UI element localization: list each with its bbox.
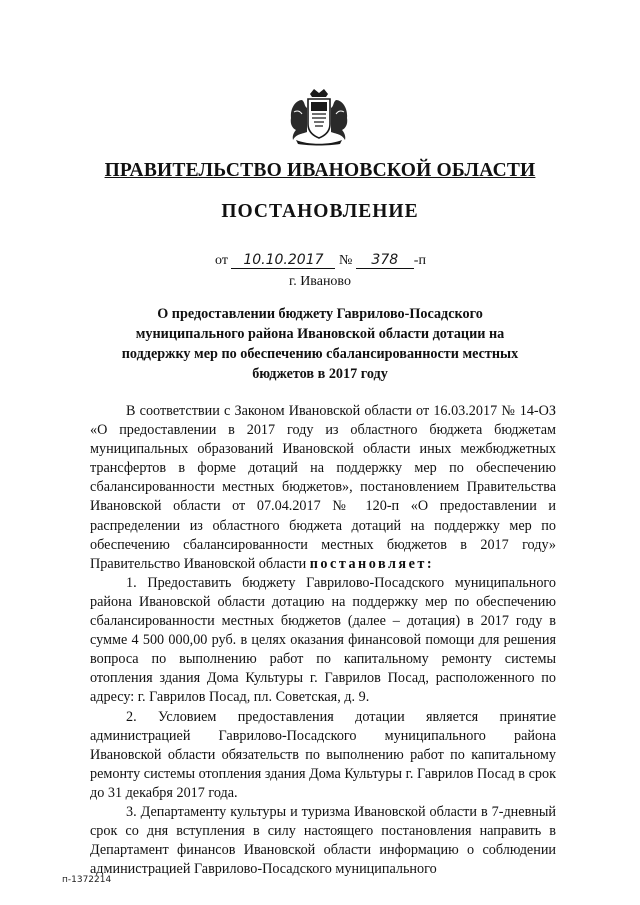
document-body (90, 402, 556, 879)
coat-of-arms-icon (288, 88, 350, 146)
decree-word: постановляет: (309, 555, 435, 572)
government-title: ПРАВИТЕЛЬСТВО ИВАНОВСКОЙ ОБЛАСТИ (104, 160, 536, 181)
date-prefix: от (215, 253, 228, 268)
number-suffix: -п (413, 253, 426, 268)
date-number-line (215, 253, 426, 269)
document-number: 378 (356, 253, 414, 269)
document-subject: О предоставлении бюджету Гаврилово-Посадского муниципального района Ивановской области дотации на поддержку мер по обеспечению сбалансированности местных бюджетов в 2017 году (121, 306, 519, 382)
preamble-paragraph (90, 402, 556, 574)
document-type-heading: ПОСТАНОВЛЕНИЕ (221, 201, 419, 222)
list-item: 3. Департаменту культуры и туризма Ивановской области в 7-дневный срок со дня вступления в силу настоящего постановления направить в Департамент финансов Ивановской области информацию о соблюдении администрацией Гаврилово-Посадского муниципального (90, 803, 556, 878)
number-sign: № (338, 253, 353, 268)
list-item: 2. Условием предоставления дотации является принятие администрацией Гаврилово-Посадского муниципального района Ивановской области обязательств по выполнению работ по капитальному ремонту системы отопления здания Дома Культуры г. Гаврилов Посад в срок до 31 декабря 2017 года. (90, 708, 556, 801)
preamble-text: В соответствии с Законом Ивановской области от 16.03.2017 № 14-ОЗ «О предоставлении в 2017 году из областного бюджета бюджетам муниципальных образований Ивановской области иных межбюджетных трансфертов в форме дотаций на поддержку мер по обеспечению сбалансированности местных бюджетов», постановлением Правительства Ивановской области от 07.04.2017 № 120-п «О предоставлении и распределении из областного бюджета дотаций на поддержку мер по обеспечению сбалансированности местных бюджетов в 2017 году» Правительство Ивановской области (90, 403, 556, 572)
city-line: г. Иваново (289, 274, 351, 289)
footer-code: п-1372214 (62, 875, 112, 885)
document-date: 10.10.2017 (231, 253, 335, 269)
list-item: 1. Предоставить бюджету Гаврилово-Посадского муниципального района Ивановской области дотацию на поддержку мер по обеспечению сбалансированности местных бюджетов (далее – дотация) в 2017 году в сумме 4 500 000,00 руб. в целях оказания финансовой помощи для решения вопроса по выполнению работ по капитальному ремонту системы отопления здания Дома Культуры г. Гаврилов Посад, расположенного по адресу: г. Гаврилов Посад, пл. Советская, д. 9. (90, 574, 556, 706)
